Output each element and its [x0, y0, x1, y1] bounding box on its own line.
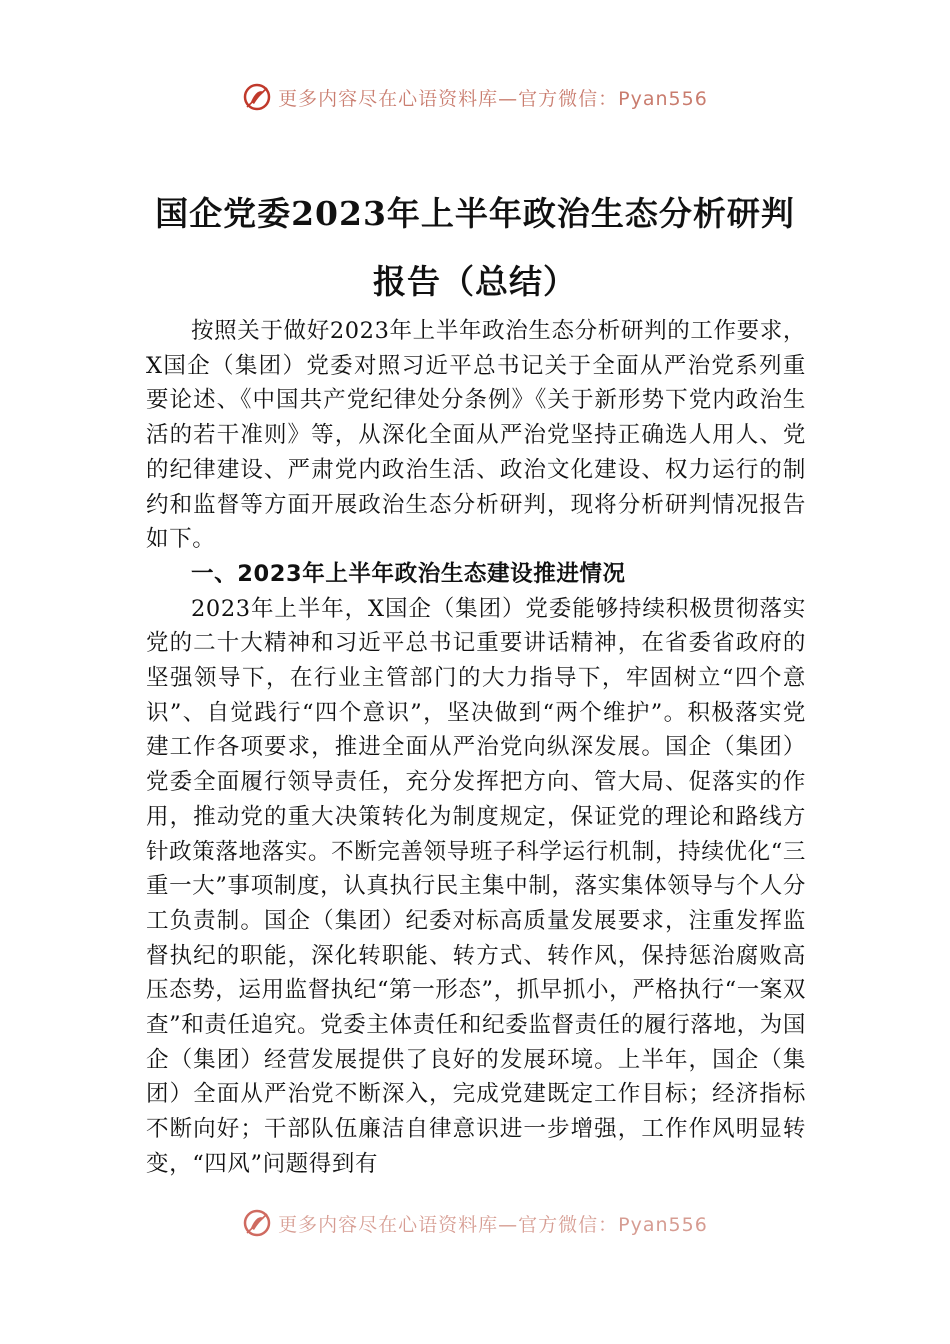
- document-title-line-2: 报告（总结）: [373, 262, 577, 301]
- watermark-text: 更多内容尽在心语资料库—官方微信：Pyan556: [278, 87, 708, 110]
- document-title-line-1: 国企党委2023年上半年政治生态分析研判: [155, 194, 795, 233]
- paragraph-intro: 按照关于做好2023年上半年政治生态分析研判的工作要求，X国企（集团）党委对照习近平总书记关于全面从严治党系列重要论述、《中国共产党纪律处分条例》《关于新形势下党内政治生活的若干准则》等，从深化全面从严治党坚持正确选人用人、党的纪律建设、严肃党内政治生活、政治文化建设、权力运行的制约和监督等方面开展政治生态分析研判，现将分析研判情况报告如下。: [146, 318, 806, 553]
- paragraph-section-1: 2023年上半年，X国企（集团）党委能够持续积极贯彻落实党的二十大精神和习近平总书记重要讲话精神，在省委省政府的坚强领导下，在行业主管部门的大力指导下，牢固树立“四个意识”、自觉践行“四个意识”，坚决做到“两个维护”。积极落实党建工作各项要求，推进全面从严治党向纵深发展。国企（集团）党委全面履行领导责任，充分发挥把方向、管大局、促落实的作用，推动党的重大决策转化为制度规定，保证党的理论和路线方针政策落地落实。不断完善领导班子科学运行机制，持续优化“三重一大”事项制度，认真执行民主集中制，落实集体领导与个人分工负责制。国企（集团）纪委对标高质量发展要求，注重发挥监督执纪的职能，深化转职能、转方式、转作风，保持惩治腐败高压态势，运用监督执纪“第一形态”，抓早抓小，严格执行“一案双查”和责任追究。党委主体责任和纪委监督责任的履行落地，为国企（集团）经营发展提供了良好的发展环境。上半年，国企（集团）全面从严治党不断深入，完成党建既定工作目标；经济指标不断向好；干部队伍廉洁自律意识进一步增强，工作作风明显转变，“四风”问题得到有: [146, 595, 807, 1177]
- watermark-logo-icon: [242, 1208, 272, 1238]
- watermark-logo-icon: [242, 82, 272, 112]
- section-heading-1: 一、2023年上半年政治生态建设推进情况: [191, 560, 626, 587]
- watermark-header: [0, 82, 950, 112]
- watermark-footer: [0, 1208, 950, 1238]
- watermark-text: 更多内容尽在心语资料库—官方微信：Pyan556: [278, 1213, 708, 1236]
- document-body: [146, 314, 806, 1182]
